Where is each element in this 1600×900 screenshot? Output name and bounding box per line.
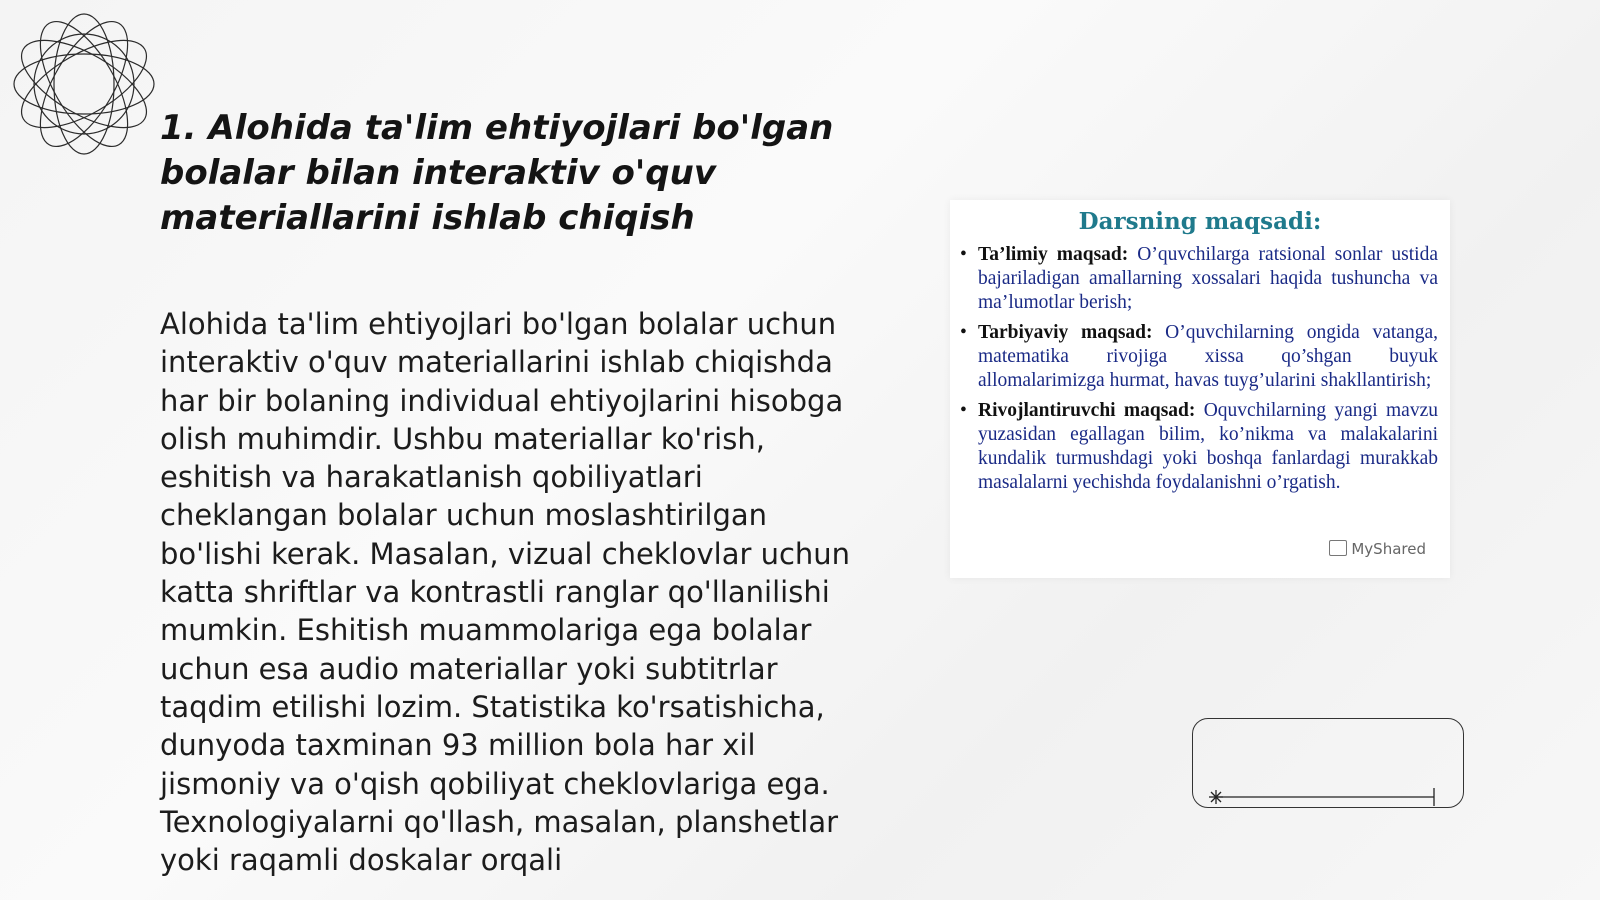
watermark-text: MyShared xyxy=(1351,540,1426,558)
slide-title: 1. Alohida ta'lim ehtiyojlari bo'lgan bolalar bilan interaktiv o'quv materiallarini ishlab chiqish xyxy=(160,108,834,238)
bullet-icon: • xyxy=(960,322,967,343)
goal-label: Ta’limiy maqsad: xyxy=(978,244,1129,265)
lesson-goals-title: Darsning maqsadi: xyxy=(1078,208,1322,235)
sparkle-line-decoration-icon xyxy=(1208,787,1442,807)
goal-text: O’quvchilarning ongida vatanga, matematika rivojiga xissa qo’shgan buyuk allomalarimizga hurmat, havas tuyg’ularini shakllantirish; xyxy=(978,322,1438,391)
list-item xyxy=(960,243,1438,315)
lesson-goals-list xyxy=(950,243,1450,495)
bullet-icon: • xyxy=(960,400,967,421)
slide-body-text: Alohida ta'lim ehtiyojlari bo'lgan bolalar uchun interaktiv o'quv materiallarini ishlab chiqishda har bir bolaning individual ehtiyojlarini hisobga olish muhimdir. Ushbu materiallar ko'rish, eshitish va harakatlanish qobiliyatlari cheklangan bolalar uchun moslashtirilgan bo'lishi kerak. Masalan, vizual cheklovlar uchun katta shriftlar va kontrastli ranglar qo'llanilishi mumkin. Eshitish muammolariga ega bolalar uchun esa audio materiallar yoki subtitrlar taqdim etilishi lozim. Statistika ko'rsatishicha, dunyoda taxminan 93 million bola har xil jismoniy va o'qish qobiliyat cheklovlariga ega. Texnologiyalarni qo'llash, masalan, planshetlar yoki raqamli doskalar orqali xyxy=(160,307,851,878)
goal-label: Tarbiyaviy maqsad: xyxy=(978,322,1153,343)
list-item xyxy=(960,321,1438,393)
bullet-icon: • xyxy=(960,244,967,265)
goal-text: O’quvchilarga ratsional sonlar ustida bajariladigan amallarning xossalari haqida tushuncha va ma’lumotlar berish; xyxy=(978,244,1438,313)
list-item xyxy=(960,399,1438,495)
goal-text: Oquvchilarning yangi mavzu yuzasidan egallagan bilim, ko’nikma va malakalarini kundalik turmushdagi yoki boshqa fanlardagi murakkab masalalarni yechishda foydalanishni o’rgatish. xyxy=(978,400,1438,493)
goal-label: Rivojlantiruvchi maqsad: xyxy=(978,400,1196,421)
watermark xyxy=(1329,540,1426,558)
geometric-circles-ornament-icon xyxy=(10,10,158,158)
lesson-goals-image xyxy=(950,200,1450,578)
myshared-logo-icon xyxy=(1329,540,1347,556)
